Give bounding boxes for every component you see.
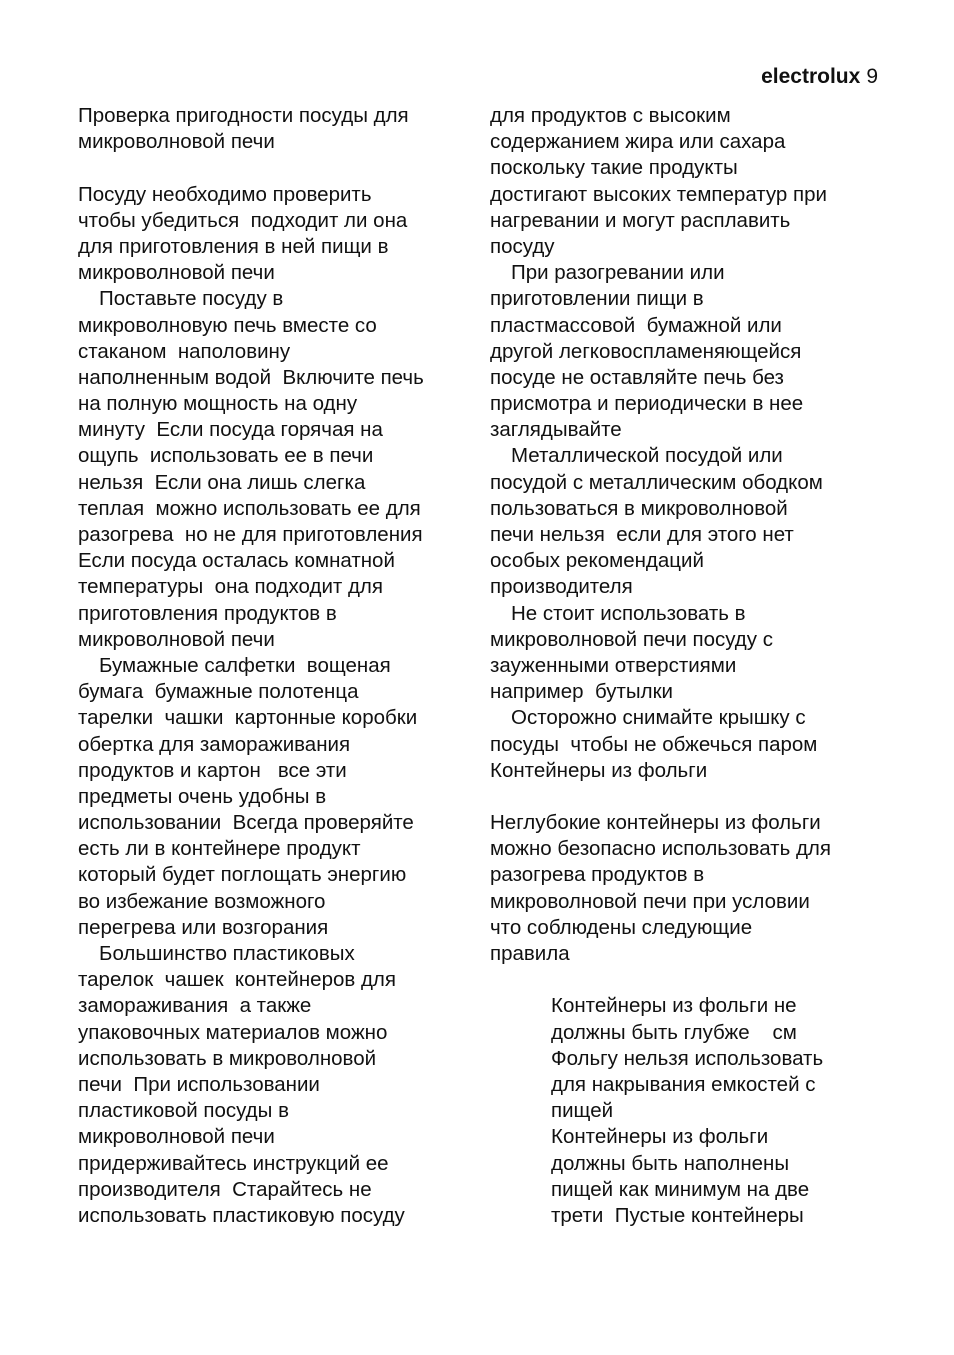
text-line: разогрева продуктов в xyxy=(490,863,705,887)
text-line: правила xyxy=(490,942,570,965)
text-line: пластиковой посуды в xyxy=(78,1099,289,1123)
text-line: Бумажные салфетки вощеная xyxy=(99,653,391,677)
text-line: который будет поглощать энергию xyxy=(78,863,407,887)
text-line: придерживайтесь инструкций ее xyxy=(78,1151,389,1175)
text-line: для накрывания емкостей с xyxy=(551,1072,816,1096)
text-line: При разогревании или xyxy=(511,261,725,285)
text-line: посуде не оставляйте печь без xyxy=(490,365,784,389)
text-line: другой легковоспламеняющейся xyxy=(490,339,802,363)
left-text-column xyxy=(78,103,478,1229)
text-line: посуды чтобы не обжечься паром xyxy=(490,732,818,756)
text-line: на полную мощность на одну xyxy=(78,392,358,416)
text-line: для приготовления в ней пищи в xyxy=(78,234,389,258)
text-line: микроволновой печи xyxy=(78,261,275,285)
text-line: ощупь использовать ее в печи xyxy=(78,444,374,468)
text-line: тарелки чашки картонные коробки xyxy=(78,706,418,730)
text-line: Металлической посудой или xyxy=(511,444,783,468)
text-line: бумага бумажные полотенца xyxy=(78,680,359,704)
text-line: зауженными отверстиями xyxy=(490,653,737,677)
text-line: продуктов и картон все эти xyxy=(78,758,347,782)
text-line: что соблюдены следующие xyxy=(490,915,753,939)
text-line: для продуктов с высоким xyxy=(490,104,731,127)
text-line: Посуду необходимо проверить xyxy=(78,182,372,206)
text-line: можно безопасно использовать для xyxy=(490,837,831,861)
text-line: нельзя Если она лишь слегка xyxy=(78,470,366,494)
text-line: Неглубокие контейнеры из фольги xyxy=(490,811,821,835)
text-line: минуту Если посуда горячая на xyxy=(78,418,383,442)
text-line: обертка для замораживания xyxy=(78,732,351,756)
text-line: Проверка пригодности посуды для xyxy=(78,104,409,127)
text-line: приготовлении пищи в xyxy=(490,287,704,311)
text-line: микроволновой печи при условии xyxy=(490,889,810,913)
text-line: микроволновой печи посуду с xyxy=(490,627,773,651)
text-line: наполненным водой Включите печь xyxy=(78,365,424,389)
text-line: разогрева но не для приготовления xyxy=(78,523,423,546)
text-line: микроволновой печи xyxy=(78,1125,275,1149)
text-line: производителя xyxy=(490,575,633,599)
text-line: микроволновую печь вместе со xyxy=(78,313,377,337)
text-line: пластмассовой бумажной или xyxy=(490,313,782,337)
text-line: использовать пластиковую посуду xyxy=(78,1203,405,1227)
text-line: приготовления продуктов в xyxy=(78,601,337,625)
text-line: заглядывайте xyxy=(490,418,622,442)
text-line: стаканом наполовину xyxy=(78,339,291,363)
text-line: микроволновой печи xyxy=(78,130,275,154)
text-line: Не стоит использовать в xyxy=(511,601,746,625)
text-line: тарелок чашек контейнеров для xyxy=(78,968,396,992)
text-line: содержанием жира или сахара xyxy=(490,130,786,154)
blank-line xyxy=(490,784,890,810)
text-line: пищей xyxy=(551,1099,614,1123)
text-line: во избежание возможного xyxy=(78,889,326,913)
text-line: предметы очень удобны в xyxy=(78,784,327,808)
page-number: 9 xyxy=(866,65,878,88)
text-line: использовании Всегда проверяйте xyxy=(78,811,414,835)
text-line: Контейнеры из фольги xyxy=(490,758,708,782)
text-line: Фольгу нельзя использовать xyxy=(551,1046,824,1070)
right-text-column xyxy=(490,103,890,1229)
text-line: присмотра и периодически в нее xyxy=(490,392,804,416)
text-line: пищей как минимум на две xyxy=(551,1177,810,1201)
text-line: например бутылки xyxy=(490,680,674,704)
text-line: посуду xyxy=(490,234,555,258)
text-line: Осторожно снимайте крышку с xyxy=(511,706,806,730)
text-line: печи При использовании xyxy=(78,1072,320,1096)
text-line: Контейнеры из фольги не xyxy=(551,994,797,1018)
text-line: перегрева или возгорания xyxy=(78,915,329,939)
text-line: микроволновой печи xyxy=(78,627,275,651)
text-line: упаковочных материалов можно xyxy=(78,1020,388,1044)
text-line: нагревании и могут расплавить xyxy=(490,208,791,232)
blank-line xyxy=(78,155,478,181)
text-line: использовать в микроволновой xyxy=(78,1046,377,1070)
text-line: производителя Старайтесь не xyxy=(78,1177,372,1201)
text-line: температуры она подходит для xyxy=(78,575,383,599)
text-line: чтобы убедиться подходит ли она xyxy=(78,208,408,232)
text-line: посудой с металлическим ободком xyxy=(490,470,823,494)
text-line: печи нельзя если для этого нет xyxy=(490,523,794,546)
text-line: особых рекомендаций xyxy=(490,549,704,573)
text-line: Поставьте посуду в xyxy=(99,287,284,311)
text-line: замораживания а также xyxy=(78,994,312,1018)
text-line: должны быть глубже см xyxy=(551,1020,797,1044)
page-header xyxy=(761,64,878,90)
text-line: Большинство пластиковых xyxy=(99,942,355,965)
text-line: поскольку такие продукты xyxy=(490,156,738,180)
text-line: есть ли в контейнере продукт xyxy=(78,837,361,861)
text-line: пользоваться в микроволновой xyxy=(490,496,788,520)
blank-line xyxy=(490,967,890,993)
text-line: теплая можно использовать ее для xyxy=(78,496,421,520)
text-line: трети Пустые контейнеры xyxy=(551,1203,804,1227)
brand-name: electrolux xyxy=(761,65,861,88)
text-line: должны быть наполнены xyxy=(551,1151,790,1175)
text-line: Если посуда осталась комнатной xyxy=(78,549,395,573)
text-line: Контейнеры из фольги xyxy=(551,1125,769,1149)
text-line: достигают высоких температур при xyxy=(490,182,827,206)
